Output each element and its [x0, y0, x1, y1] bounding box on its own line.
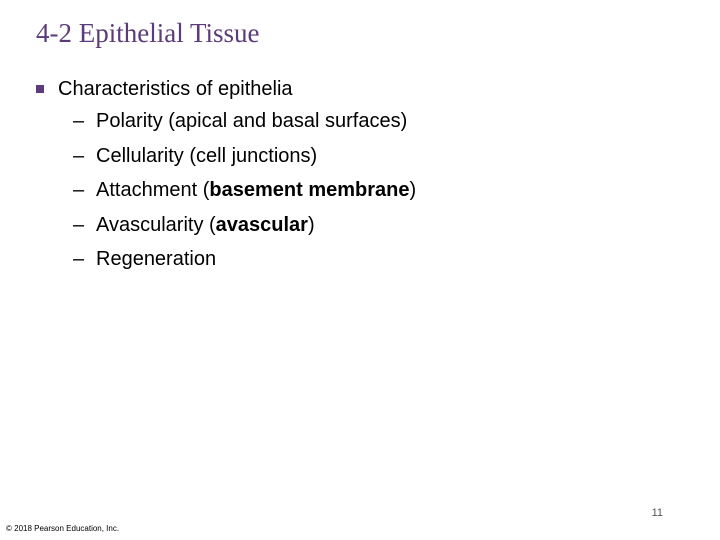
sub-bullet-attachment [36, 173, 416, 208]
page-number: 11 [651, 507, 663, 519]
sub-bullet-polarity [36, 104, 416, 139]
dash-bullet-icon: – [73, 110, 85, 132]
sub-bullet-text: Polarity (apical and basal surfaces) [96, 110, 408, 132]
sub-bullet-text-post: ) [409, 179, 417, 201]
main-bullet [36, 74, 416, 104]
sub-bullet-text-post: ) [307, 213, 315, 236]
sub-bullet-bold-term: avascular [215, 213, 308, 236]
dash-bullet-icon: – [73, 213, 85, 236]
dash-bullet-icon: – [73, 248, 85, 270]
sub-bullet-text-pre: Avascularity ( [96, 213, 216, 236]
sub-bullet-text: Regeneration [96, 248, 217, 270]
copyright-footer: © 2018 Pearson Education, Inc. [6, 524, 120, 533]
dash-bullet-icon: – [73, 179, 85, 201]
square-bullet-icon [36, 85, 44, 93]
sub-bullet-text-pre: Attachment ( [96, 179, 210, 201]
sub-bullet-cellularity [36, 139, 416, 174]
main-bullet-text: Characteristics of epithelia [58, 78, 293, 100]
bullet-list [36, 74, 416, 277]
sub-bullet-bold-term: basement membrane [209, 179, 410, 201]
sub-bullet-text: Cellularity (cell junctions) [96, 144, 318, 167]
dash-bullet-icon: – [73, 144, 85, 167]
sub-bullet-regeneration [36, 242, 416, 277]
sub-bullet-avascularity [36, 208, 416, 243]
slide-title: 4-2 Epithelial Tissue [36, 18, 260, 48]
